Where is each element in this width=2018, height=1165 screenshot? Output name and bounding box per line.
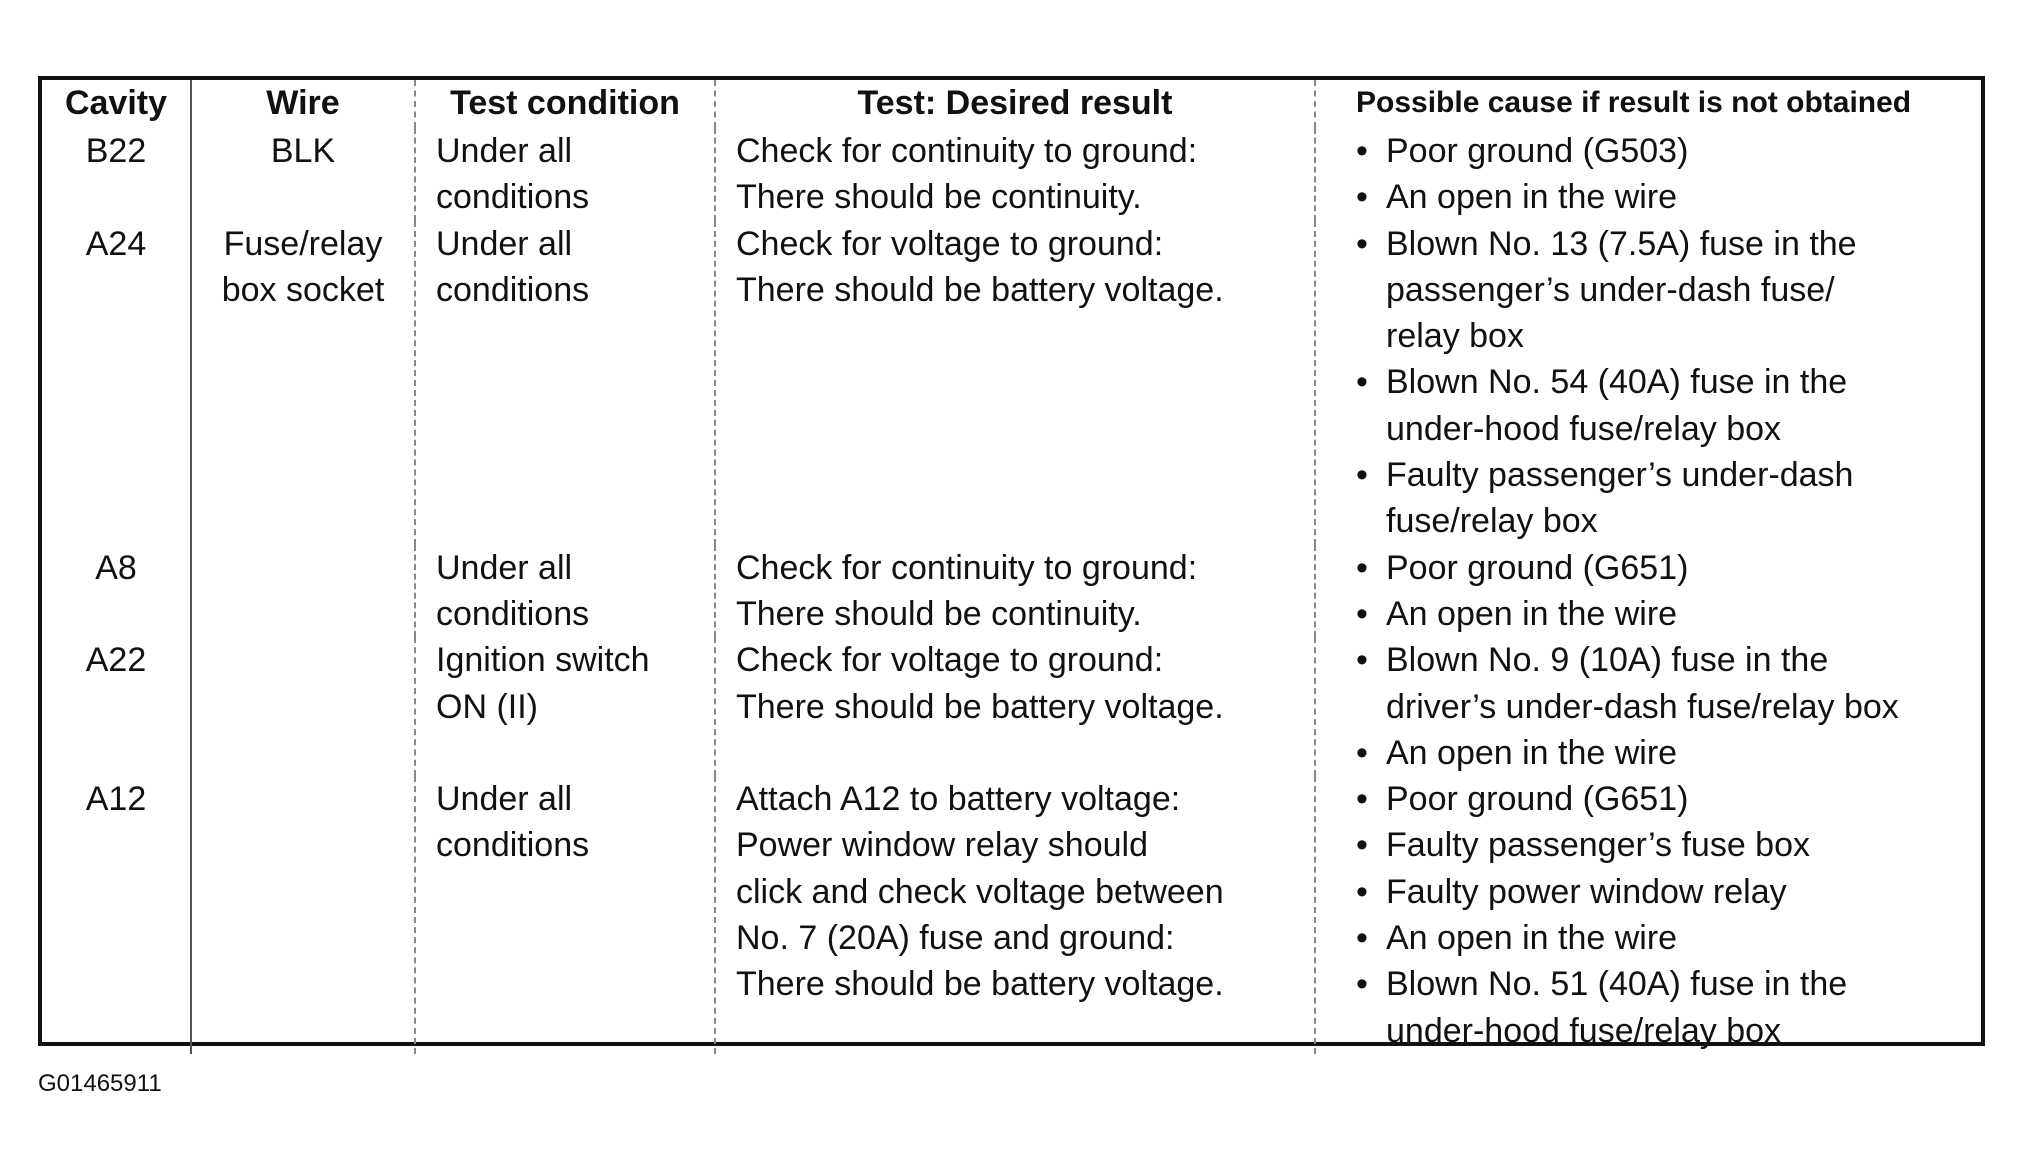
result-line: click and check voltage between — [736, 872, 1224, 911]
cause-line: • Blown No. 13 (7.5A) fuse in the — [1386, 224, 1857, 263]
result-line: Check for voltage to ground: — [736, 641, 1164, 680]
result-line: Check for continuity to ground: — [736, 132, 1198, 170]
cavity-cell — [42, 128, 191, 221]
table-row — [42, 545, 1981, 638]
condition-line: ON (II) — [436, 687, 538, 726]
possible-cause-cell — [1315, 221, 1981, 545]
condition-line: conditions — [436, 270, 590, 309]
wire-cell — [191, 128, 415, 221]
result-line: There should be continuity. — [736, 594, 1142, 633]
cavity-label: A12 — [85, 780, 147, 819]
cause-line: • Faulty passenger’s fuse box — [1386, 826, 1810, 865]
result-cell — [715, 776, 1315, 1054]
cause-bullet-item — [1356, 452, 1981, 545]
condition-line: conditions — [436, 594, 590, 633]
cause-line: • Poor ground (G651) — [1386, 780, 1689, 819]
cause-bullet-item — [1356, 915, 1981, 961]
cause-bullet-item — [1356, 822, 1981, 868]
cause-line: • Blown No. 51 (40A) fuse in the — [1386, 965, 1848, 1004]
condition-line: conditions — [436, 178, 590, 217]
table-row — [42, 637, 1981, 776]
condition-line: Ignition switch — [436, 641, 650, 680]
condition-cell — [415, 776, 715, 1054]
cause-line: relay box — [1386, 317, 1524, 356]
result-line: No. 7 (20A) fuse and ground: — [736, 919, 1175, 958]
result-line: There should be battery voltage. — [736, 687, 1224, 726]
wire-cell — [191, 221, 415, 545]
result-line: There should be battery voltage. — [736, 965, 1224, 1004]
cavity-cell — [42, 545, 191, 638]
table-row — [42, 221, 1981, 545]
condition-line: conditions — [436, 826, 590, 865]
result-line: Check for voltage to ground: — [736, 224, 1164, 263]
header-wire: Wire — [191, 80, 415, 128]
cause-bullet-item — [1356, 730, 1981, 776]
cavity-label: A24 — [85, 224, 147, 263]
cavity-label: A8 — [95, 548, 137, 587]
cause-line: • An open in the wire — [1386, 594, 1678, 633]
cause-line: passenger’s under-dash fuse/ — [1386, 270, 1835, 309]
cause-bullet-item — [1356, 221, 1981, 360]
cause-bullet-item — [1356, 359, 1981, 452]
condition-cell — [415, 128, 715, 221]
wire-cell — [191, 776, 415, 1054]
condition-cell — [415, 221, 715, 545]
result-line: There should be battery voltage. — [736, 270, 1224, 309]
cause-line: • Poor ground (G651) — [1386, 548, 1689, 587]
result-cell — [715, 221, 1315, 545]
table-header-row — [42, 80, 1981, 128]
result-cell — [715, 545, 1315, 638]
header-possible-cause: Possible cause if result is not obtained — [1356, 86, 1912, 119]
cause-line: • Blown No. 9 (10A) fuse in the — [1386, 641, 1829, 680]
result-cell — [715, 128, 1315, 221]
cause-line: under-hood fuse/relay box — [1386, 1011, 1782, 1050]
cavity-cell — [42, 637, 191, 776]
cause-line: • Faulty power window relay — [1386, 872, 1787, 911]
cause-bullet-item — [1356, 637, 1981, 730]
condition-cell — [415, 545, 715, 638]
possible-cause-cell — [1315, 128, 1981, 221]
cause-line: • Blown No. 54 (40A) fuse in the — [1386, 363, 1848, 402]
cavity-cell — [42, 221, 191, 545]
possible-cause-cell — [1315, 776, 1981, 1054]
table-row — [42, 776, 1981, 1054]
cause-line: • Poor ground (G503) — [1386, 132, 1689, 170]
wire-cell — [191, 637, 415, 776]
cavity-label: B22 — [85, 132, 147, 170]
header-cavity: Cavity — [42, 80, 191, 128]
cause-line: driver’s under-dash fuse/relay box — [1386, 687, 1899, 726]
condition-line: Under all — [436, 224, 573, 263]
possible-cause-cell — [1315, 637, 1981, 776]
cause-line: • Faulty passenger’s under-dash — [1386, 456, 1854, 495]
cavity-label: A22 — [85, 641, 147, 680]
condition-line: Under all — [436, 548, 573, 587]
possible-cause-cell — [1315, 545, 1981, 638]
cause-bullet-item — [1356, 128, 1981, 174]
cause-line: under-hood fuse/relay box — [1386, 409, 1782, 448]
cavity-cell — [42, 776, 191, 1054]
result-cell — [715, 637, 1315, 776]
condition-line: Under all — [436, 780, 573, 819]
wire-line: Fuse/relay — [223, 224, 383, 263]
cause-bullet-item — [1356, 174, 1981, 220]
result-line: Power window relay should — [736, 826, 1148, 865]
table-row — [42, 128, 1981, 221]
cause-bullet-item — [1356, 961, 1981, 1054]
header-test-condition: Test condition — [415, 80, 715, 128]
cause-bullet-item — [1356, 776, 1981, 822]
cause-line: fuse/relay box — [1386, 502, 1598, 541]
cause-bullet-item — [1356, 545, 1981, 591]
diagnostic-table — [42, 80, 1981, 1054]
condition-line: Under all — [436, 132, 573, 170]
cause-bullet-item — [1356, 591, 1981, 637]
result-line: Attach A12 to battery voltage: — [736, 780, 1181, 819]
wire-cell — [191, 545, 415, 638]
wire-line: box socket — [221, 270, 385, 309]
result-line: Check for continuity to ground: — [736, 548, 1198, 587]
header-desired-result: Test: Desired result — [715, 80, 1315, 128]
result-line: There should be continuity. — [736, 178, 1142, 217]
diagnostic-table-frame — [38, 76, 1985, 1050]
wire-line: BLK — [270, 132, 336, 170]
condition-cell — [415, 637, 715, 776]
cause-line: • An open in the wire — [1386, 178, 1678, 217]
table-body — [42, 128, 1981, 1054]
cause-line: • An open in the wire — [1386, 919, 1678, 958]
cause-bullet-item — [1356, 869, 1981, 915]
cause-line: • An open in the wire — [1386, 733, 1678, 772]
figure-id: G01465911 — [38, 1070, 162, 1097]
